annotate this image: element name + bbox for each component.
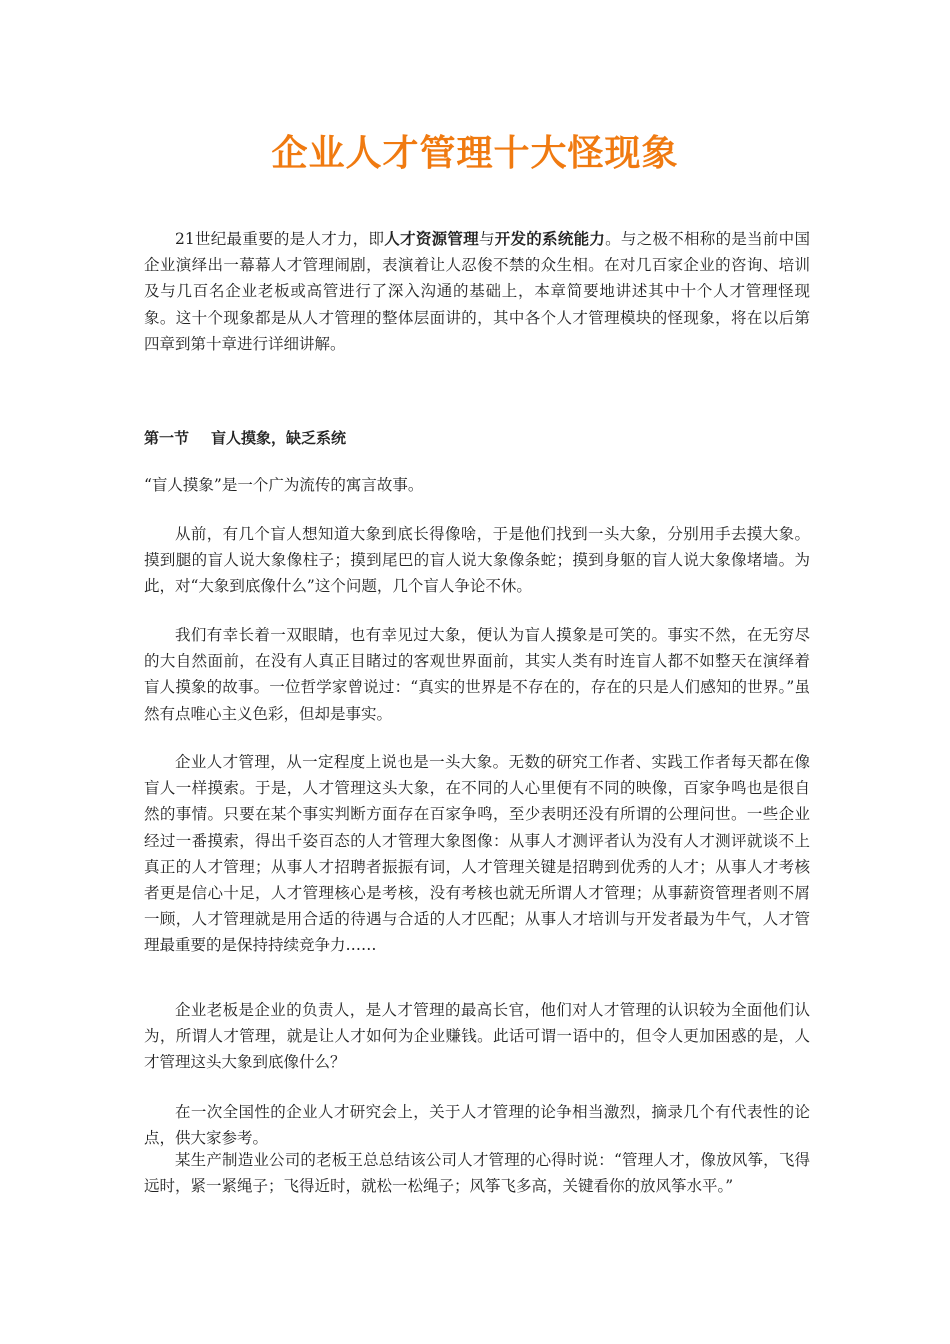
paragraph-1: “盲人摸象”是一个广为流传的寓言故事。: [144, 476, 424, 494]
intro-text-1: 21世纪最重要的是人才力，即: [175, 230, 385, 248]
document-title: 企业人才管理十大怪现象: [271, 133, 679, 174]
intro-strong-2: 开发的系统能力: [494, 230, 606, 248]
paragraph-3: 我们有幸长着一双眼睛，也有幸见过大象，便认为盲人摸象是可笑的。事实不然，在无穷尽的大自然面前，在没有人真正目睹过的客观世界面前，其实人类有时连盲人都不如整天在演绎着盲人摸象的故事。一位哲学家曾说过：“真实的世界是不存在的，存在的只是人们感知的世界。”虽然有点唯心主义色彩，但却是事实。: [144, 626, 810, 723]
paragraph-4: 企业人才管理，从一定程度上说也是一头大象。无数的研究工作者、实践工作者每天都在像盲人一样摸索。于是，人才管理这头大象，在不同的人心里便有不同的映像，百家争鸣也是很自然的事情。只要在某个事实判断方面存在百家争鸣，至少表明还没有所谓的公理问世。一些企业经过一番摸索，得出千姿百态的人才管理大象图像：从事人才测评者认为没有人才测评就谈不上真正的人才管理；从事人才招聘者振振有词，人才管理关键是招聘到优秀的人才；从事人才考核者更是信心十足，人才管理核心是考核，没有考核也就无所谓人才管理；从事薪资管理者则不屑一顾，人才管理就是用合适的待遇与合适的人才匹配；从事人才培训与开发者最为牛气，人才管理最重要的是保持持续竞争力……: [144, 753, 810, 955]
intro-strong-1: 人才资源管理: [384, 230, 479, 248]
paragraph-5: 企业老板是企业的负责人，是人才管理的最高长官，他们对人才管理的认识较为全面他们认为，所谓人才管理，就是让人才如何为企业赚钱。此话可谓一语中的，但令人更加困惑的是，人才管理这头大象到底像什么？: [144, 1001, 810, 1072]
paragraph-7: 某生产制造业公司的老板王总总结该公司人才管理的心得时说：“管理人才，像放风筝，飞得远时，紧一紧绳子；飞得近时，就松一松绳子；风筝飞多高，关键看你的放风筝水平。”: [144, 1151, 810, 1196]
paragraph-2: 从前，有几个盲人想知道大象到底长得像啥，于是他们找到一头大象，分别用手去摸大象。摸到腿的盲人说大象像柱子；摸到尾巴的盲人说大象像条蛇；摸到身躯的盲人说大象像堵墙。为此，对“大象到底像什么”这个问题，几个盲人争论不休。: [144, 525, 810, 596]
paragraph-6: 在一次全国性的企业人才研究会上，关于人才管理的论争相当激烈，摘录几个有代表性的论点，供大家参考。: [144, 1103, 810, 1148]
intro-text-2: 与: [478, 230, 495, 248]
section-heading: [144, 426, 346, 450]
section-title: 盲人摸象，缺乏系统: [211, 429, 347, 447]
intro-paragraph: [144, 226, 810, 357]
intro-text-3: 。与之极不相称的是当前中国企业演绎出一幕幕人才管理闹剧，表演着让人忍俊不禁的众生相。在对几百家企业的咨询、培训及与几百名企业老板或高管进行了深入沟通的基础上，本章简要地讲述其中十个人才管理怪现象。这十个现象都是从人才管理的整体层面讲的，其中各个人才管理模块的怪现象，将在以后第四章到第十章进行详细讲解。: [144, 230, 810, 353]
section-number: 第一节: [144, 429, 190, 447]
